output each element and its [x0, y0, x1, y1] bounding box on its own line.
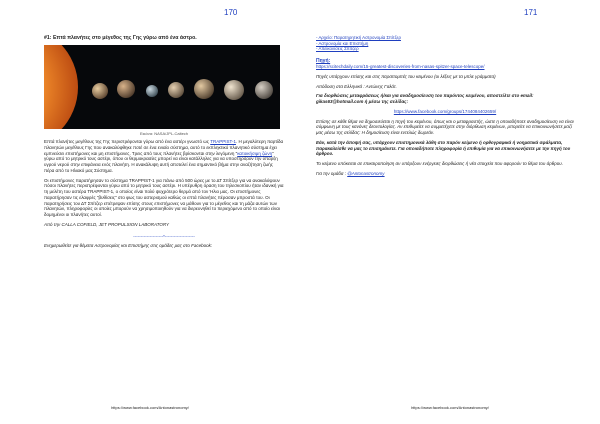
facebook-footnote: Ενημερωθείτε για θέματα Αστρονομίας και Επιστήμης στις ομάδες μας στο Facebook: [44, 242, 213, 248]
sources-note: Πηγές υπάρχουν επίσης και στις παραπομπές του κειμένου (οι λέξεις με τα μπλε γράμματα) [316, 73, 496, 79]
footer-url[interactable]: https://www.facebook.com/Antonastronomy/ [111, 405, 189, 410]
planet-f [194, 79, 214, 99]
reference-list [316, 35, 574, 52]
body-paragraph [44, 139, 284, 174]
reference-link[interactable]: - Απεικονίσεις Σπίτζερ [316, 46, 359, 52]
left-page-content [44, 35, 284, 252]
planet-e [168, 82, 184, 98]
footer-url[interactable]: https://www.facebook.com/Antonastronomy/ [411, 405, 489, 410]
group-line [316, 171, 574, 177]
trappist-planets-figure [44, 45, 280, 129]
group-handle-link[interactable]: @Antonastronomy [347, 170, 385, 176]
planet-g [224, 80, 244, 100]
reference-link[interactable]: - Αρχείο: Παρατηρητική Αστρονομία Σπίτζερ [316, 35, 401, 40]
page-number: 171 [524, 8, 538, 17]
source-label: Πηγή: [316, 58, 331, 65]
paragraph-text: Επτά πλανήτες μεγέθους της Γης περιστρέφονται γύρω από ένα αστέρι γνωστό ως [44, 139, 211, 145]
separator-dashes: --------------------*-------------------- [133, 233, 195, 239]
planet-c [117, 80, 135, 98]
disclaimer-text: Επίσης σε κάθε θέμα να δημοσιεύεται η πηγή του κειμένου, όπως και ο μεταφραστής, ώστε η οποιαδήποτε αναδημοσίευση να είναι σύμφωνη με τους κανόνες δεοντολογίας. Αν επιθυμείτε να συμμετέχετε στην διόρθωση κειμένων, μπορείτε να επικοινωνήσετε μαζί μας μέσω της σελίδας: Η δημοσίευση είναι εντελώς δωρεάν. [316, 118, 574, 136]
article-title: #1: Επτά πλανήτες στο μέγεθος της Γης γύρω από ένα άστρο. [44, 35, 197, 41]
translation-credit: Απόδοση στα Ελληνικά : Αντώνης Γαλάτ. [316, 83, 397, 89]
planet-b [92, 83, 108, 99]
source-link[interactable]: https://scitechdaily.com/15-greatest-discoveries-from-nasas-spitzer-space-telescope/ [316, 64, 485, 70]
permission-text: Για διορθώσεις μεταφράσεως ή/και για αναδημοσίευση του παρόντος κειμένου, αποστείλτε στο email: gikas63@hotmail.com ή μέσω της σελίδας: [316, 93, 534, 105]
body-paragraph: Οι επιστήμονες παρατήρησαν το σύστημα TRAPPIST-1 για πάνω από 500 ώρες με το ΔΤ Σπίτζερ για να ανακαλύψουν πόσοι πλανήτες περιστρέφονται γύρω από το μητρικό τους αστέρι. Η υπέρυθρη όραση του τηλεσκοπίου ήταν ιδανική για τη μελέτη του αστέρα TRAPPIST-1, ο οποίος είναι πολύ ψυχρότερο θερμό από τον Ήλιο μας. Οι επιστήμονες παρατήρησαν τις ελαφρές "βυθίσεις" στο φως του αστερισμού καθώς οι επτά πλανήτες πέρασαν μπροστά του. Οι παρατηρήσεις του ΔΤ Σπίτζερ επέτρεψαν επίσης στους επιστήμονες να μάθουν για το μέγεθος και τη μάζα αυτών των πλανητών, πληροφορίες οι οποίες μπορούν να χρησιμοποιηθούν για να διερευνηθεί το περιεχόμενο από το οποίο είναι δομημένοι οι πλανήτες αυτοί. [44, 177, 284, 218]
update-note: Το κείμενο υπόκειται σε επικαιροποίηση αν υπάρξουν ενέργειες διορθώσεις ή νέα στοιχεία που αφορούν το θέμα του άρθρου. [316, 161, 563, 167]
group-link[interactable]: https://www.facebook.com/groups/1744084402659/ [393, 108, 497, 114]
planets-illustration [44, 45, 280, 129]
reference-link[interactable]: - Αστρονομία και Επιστήμη [316, 40, 369, 46]
group-label: Για την ομάδα : [316, 170, 348, 176]
right-page-content [316, 35, 574, 181]
planet-h [255, 81, 273, 99]
right-page [300, 0, 600, 424]
page-number: 170 [224, 8, 238, 17]
paragraph-text: . Η μεγαλύτερη παρτίδα πλανητών μεγέθους Γης που ανακαλύφθηκε ποτέ σε ένα ενιαίο σύστημα, αυτό το εκπληκτικό πλανητικό σύστημα έχει εμπνεύσει επιστήμονες και μη επιστήμονες. Τρεις από τους πλανήτες βρίσκονται στην λεγόμενη " [44, 139, 284, 156]
figure-caption: Εικόνα: NASA/JPL-Caltech [139, 131, 189, 137]
errors-notice: Εάν, κατά την άποψή σας, υπάρχουν επιστημονικά λάθη στο παρόν κείμενο ή ορθογραφικά ή νοηματικά σφάλματα, παρακαλείσθε να μας το επισημάνετε. Για οποιαδήποτε πληροφορία ή επιθυμία για να επικοινωνήσετε με την πηγή του άρθρου. [316, 139, 571, 157]
habitable-zone-link[interactable]: κατοικήσιμη ζώνη [237, 150, 273, 156]
planet-d [146, 85, 158, 97]
paragraph-text: " γύρω από το μητρικό τους αστέρι, όπου οι θερμοκρασίες μπορεί να είναι κατάλληλες για να υποστηρίζουν την ύπαρξη υγρού νερού στην επιφάνεια ενός πλανήτη. Η ανακάλυψη αυτή αποτελεί ένα σημαντικό βήμα στην αναζήτηση ζωής πέρα από το Ηλιακό μας Σύστημα. [44, 150, 278, 173]
author-credit: Από την CALLA COFIELD, JET PROPULSION LABORATORY [44, 221, 169, 227]
trappist-link[interactable]: TRAPPIST-1 [210, 139, 236, 145]
